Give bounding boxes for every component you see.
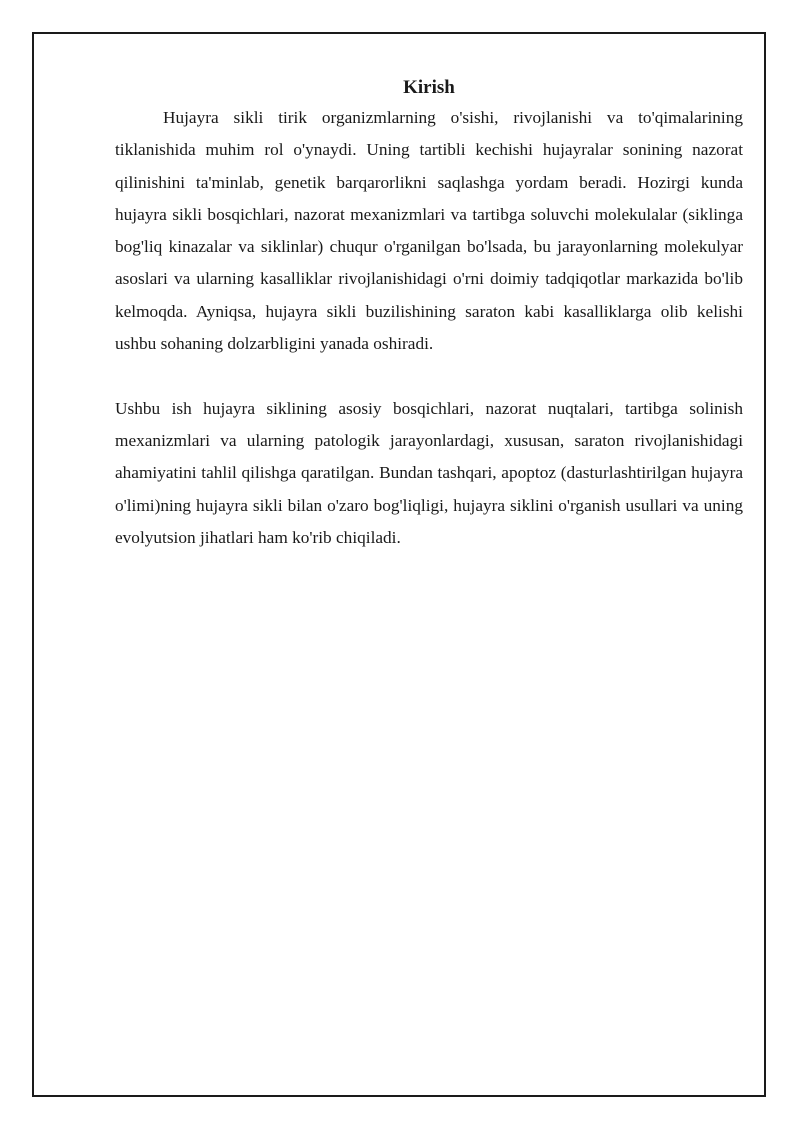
paragraph-spacer: [115, 360, 743, 392]
paragraph-scope: Ushbu ish hujayra siklining asosiy bosqichlari, nazorat nuqtalari, tartibga solinish mexanizmlari va ularning patologik jarayonlardagi, xususan, saraton rivojlanishidagi ahamiyatini tahlil qilishga qaratilgan. Bundan tashqari, apoptoz (dasturlashtirilgan hujayra o'limi)ning hujayra sikli bilan o'zaro bog'liqligi, hujayra siklini o'rganish usullari va uning evolyutsion jihatlari ham ko'rib chiqiladi.: [115, 398, 743, 547]
paragraph-intro: Hujayra sikli tirik organizmlarning o'sishi, rivojlanishi va to'qimalarining tiklanishida muhim rol o'ynaydi. Uning tartibli kechishi hujayralar sonining nazorat qilinishini ta'minlab, genetik barqarorlikni saqlashga yordam beradi. Hozirgi kunda hujayra sikli bosqichlari, nazorat mexanizmlari va tartibga soluvchi molekulalar (siklinga bog'liq kinazalar va siklinlar) chuqur o'rganilgan bo'lsada, bu jarayonlarning molekulyar asoslari va ularning kasalliklar rivojlanishidagi o'rni doimiy tadqiqotlar markazida bo'lib kelmoqda. Ayniqsa, hujayra sikli buzilishining saraton kabi kasalliklarga olib kelishi ushbu sohaning dolzarbligini yanada oshiradi.: [115, 108, 743, 354]
document-body: [115, 74, 743, 554]
document-title: Kirish: [403, 77, 455, 98]
